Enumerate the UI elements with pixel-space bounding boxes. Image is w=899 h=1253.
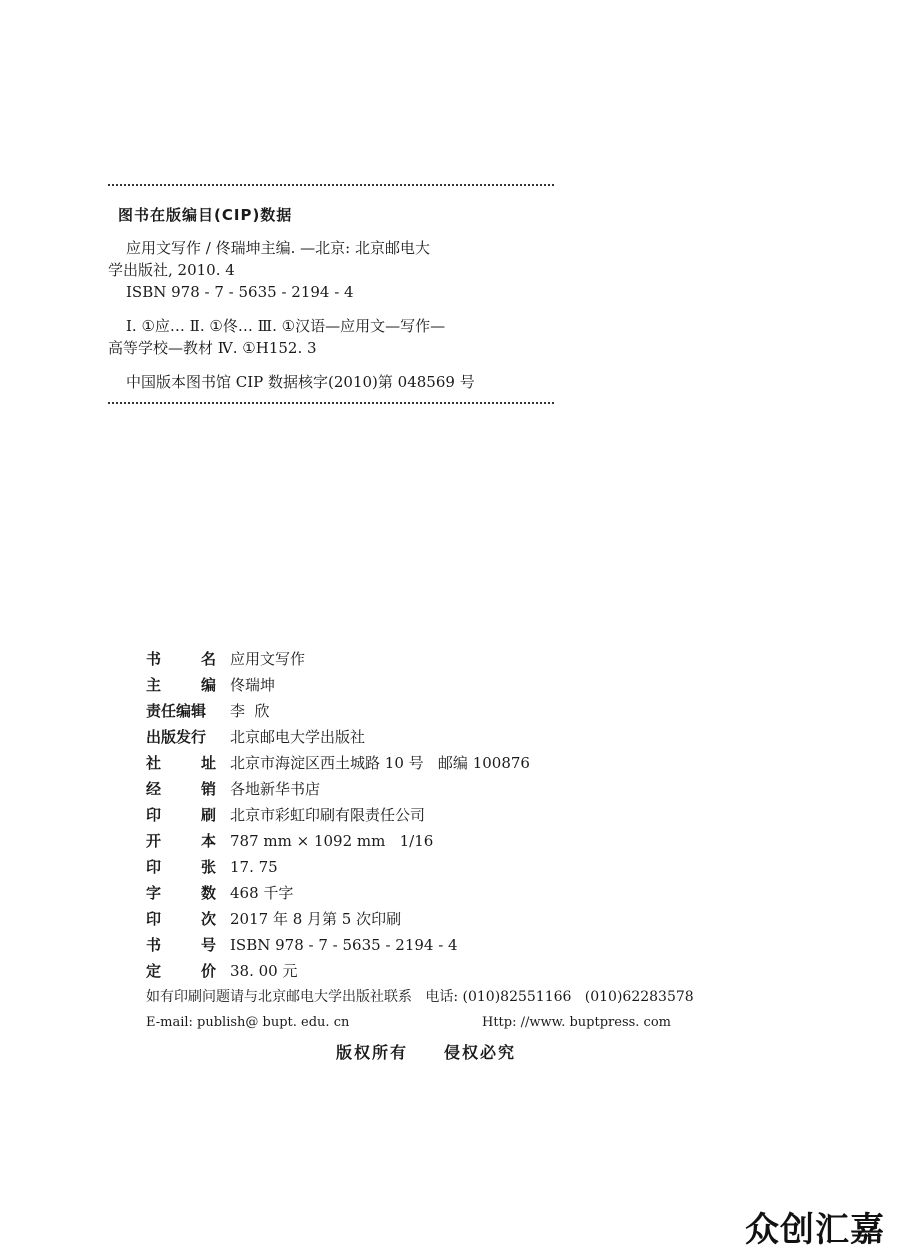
colophon-label [146,828,230,854]
watermark-logo: 众创汇嘉 [745,1210,885,1250]
colophon-label-part: 责任编辑 [146,702,207,720]
colophon-label-part: 出版发行 [146,728,207,746]
colophon-row [146,646,786,672]
colophon-value: 787 mm × 1092 mm 1/16 [230,832,434,850]
colophon-row [146,802,786,828]
colophon-row [146,828,786,854]
colophon-row [146,958,786,984]
colophon-label-part: 名 [200,650,216,668]
colophon-label [146,776,230,802]
colophon-label [146,672,230,698]
colophon-row [146,906,786,932]
colophon-label [146,854,230,880]
colophon-value: 应用文写作 [230,650,306,668]
colophon-rows [146,646,786,984]
colophon-value: 各地新华书店 [230,780,321,798]
colophon-value: 38. 00 元 [230,962,298,980]
colophon-label-part: 次 [200,910,216,928]
cip-entry-line2: 学出版社, 2010. 4 [108,261,235,279]
colophon-value: 李 欣 [230,702,270,720]
colophon-label-part: 主 [146,676,162,694]
bottom-dotted-rule [108,402,554,404]
colophon-label-part: 销 [200,780,216,798]
colophon-label-part: 印 [146,806,162,824]
cip-title: 图书在版编目(CIP)数据 [118,206,293,224]
colophon-value: 佟瑞坤 [230,676,276,694]
colophon-label [146,906,230,932]
contact-line: 如有印刷问题请与北京邮电大学出版社联系 电话: (010)82551166 (010)62283578 [146,989,694,1005]
colophon-label [146,958,230,984]
cip-isbn: ISBN 978 - 7 - 5635 - 2194 - 4 [126,283,354,301]
piracy-warning: 侵权必究 [444,1043,517,1062]
rights-notice [336,1040,552,1063]
colophon-row [146,854,786,880]
colophon-label-part: 编 [200,676,216,694]
colophon-value: 2017 年 8 月第 5 次印刷 [230,910,402,928]
colophon-label-part: 社 [146,754,162,772]
colophon-label [146,750,230,776]
colophon-label-part: 印 [146,858,162,876]
colophon-value: 468 千字 [230,884,294,902]
cip-classification [108,315,554,359]
colophon-row [146,724,786,750]
colophon-row [146,672,786,698]
colophon-value: 北京市彩虹印刷有限责任公司 [230,806,426,824]
cip-block [108,184,554,404]
contact-web [146,1010,786,1036]
cip-entry [108,237,554,281]
colophon-row [146,750,786,776]
colophon-label-part: 书 [146,936,162,954]
colophon-label-part: 字 [146,884,162,902]
colophon-label-part: 经 [146,780,162,798]
cip-class-line1: Ⅰ. ①应… Ⅱ. ①佟… Ⅲ. ①汉语—应用文—写作— [126,317,446,335]
colophon-label [146,880,230,906]
rights-reserved: 版权所有 [336,1043,409,1062]
colophon [146,646,786,1036]
cip-number: 中国版本图书馆 CIP 数据核字(2010)第 048569 号 [126,373,475,391]
colophon-row [146,776,786,802]
colophon-label [146,932,230,958]
colophon-label-part: 价 [200,962,216,980]
colophon-label-part: 址 [200,754,216,772]
colophon-value: 北京邮电大学出版社 [230,728,366,746]
colophon-label-part: 刷 [200,806,216,824]
colophon-label-part: 号 [200,936,216,954]
colophon-row [146,932,786,958]
colophon-label-part: 印 [146,910,162,928]
colophon-label [146,802,230,828]
colophon-label-part: 本 [200,832,216,850]
colophon-label [146,698,230,724]
colophon-label-part: 书 [146,650,162,668]
colophon-label-part: 开 [146,832,162,850]
colophon-value: ISBN 978 - 7 - 5635 - 2194 - 4 [230,936,458,954]
top-dotted-rule [108,184,554,186]
colophon-label [146,646,230,672]
colophon-row [146,698,786,724]
colophon-value: 17. 75 [230,858,278,876]
cip-entry-line1: 应用文写作 / 佟瑞坤主编. —北京: 北京邮电大 [126,239,430,257]
colophon-label-part: 张 [200,858,216,876]
email: E-mail: publish@ bupt. edu. cn [146,1015,350,1030]
colophon-value: 北京市海淀区西土城路 10 号 邮编 100876 [230,754,530,772]
website: Http: //www. buptpress. com [482,1015,671,1030]
colophon-label-part: 定 [146,962,162,980]
cip-class-line2: 高等学校—教材 Ⅳ. ①H152. 3 [108,339,317,357]
colophon-row [146,880,786,906]
colophon-label [146,724,230,750]
cip-body [108,237,554,393]
colophon-label-part: 数 [200,884,216,902]
